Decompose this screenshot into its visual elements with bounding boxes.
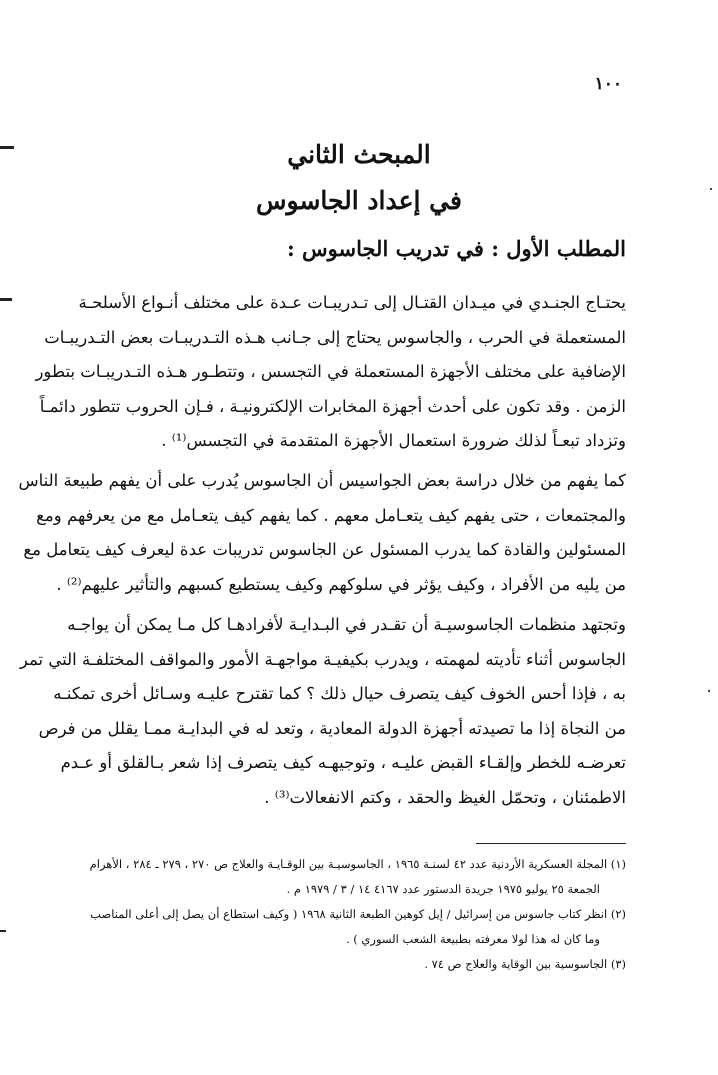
- footnote-2: (٢) انظر كتاب جاسوس من إسرائيل / إيل كوهين الطبعة الثانية ١٩٦٨ ( وكيف استطاع أن يصل إلى أعلى المناصب: [90, 907, 626, 921]
- text-line: الإضافية على مختلف الأجهزة المستعملة في التجسس ، وتتطـور هـذه التـدريبـات بتطور: [35, 362, 626, 381]
- text-line: من يليه من الأفراد ، وكيف يؤثر في سلوكهم وكيف يستطيع كسبهم والتأثير عليهم⁽²⁾ .: [56, 574, 626, 594]
- text-line: الزمن . وقد تكون على أحدث أجهزة المخابرات الإلكترونيـة ، فـإن الحروب تتطور دائمـاً: [39, 396, 626, 416]
- scan-edge-mark: [0, 146, 14, 149]
- section-heading: المطلب الأول : في تدريب الجاسوس :: [286, 236, 626, 261]
- text-line: الاطمئنان ، وتحمّل الغيظ والحقد ، وكتم الانفعالات⁽³⁾ .: [264, 787, 626, 807]
- footnote-2-continued: وما كان له هذا لولا معرفته بطبيعة الشعب السوري ) .: [345, 932, 600, 946]
- scan-speck: [710, 188, 712, 190]
- footnote-1: (١) المجلة العسكرية الأردنية عدد ٤٢ لسنـة ١٩٦٥ ، الجاسوسيـة بين الوقـايـة والعلاج ص ٢٧٠ ، ٢٧٩ ـ ٢٨٤ ، الأهرام: [89, 857, 626, 871]
- footnote-divider: [476, 843, 626, 844]
- paragraph-1: [35, 286, 626, 459]
- text-line: وتزداد تبعـاً لذلك ضرورة استعمال الأجهزة المتقدمة في التجسس⁽¹⁾ .: [161, 431, 626, 450]
- footnotes: [91, 852, 626, 977]
- text-line: المسئولين والقادة كما يدرب المسئول عن الجاسوس تدريبات عدة ليعرف كيف يتعامل مع: [23, 540, 626, 559]
- text-line: تعرضـه للخطر وإلقـاء القبض عليـه ، وتوجيهـه كيف يتصرف إذا شعر بـالقلق أو عـدم: [60, 753, 626, 772]
- paragraph-3: [19, 608, 626, 815]
- chapter-title: المبحث الثاني: [287, 140, 431, 169]
- text-line: الجاسوس أثناء تأديته لمهمته ، ويدرب بكيفيـة مواجهـة الأمور والمواقف المختلفـة التي تمر: [19, 649, 626, 669]
- text-line: يحتـاج الجنـدي في ميـدان القتـال إلى تـدريبـات عـدة على مختلف أنـواع الأسلحـة: [78, 293, 626, 312]
- paragraph-2: [18, 464, 626, 602]
- chapter-subtitle: في إعداد الجاسوس: [256, 186, 462, 215]
- footnote-1-continued: الجمعة ٢٥ يوليو ١٩٧٥ جريدة الدستور عدد ٤١٦٧ ١٤ / ٣ / ١٩٧٩ م .: [286, 882, 600, 896]
- page-number: ١٠٠: [594, 74, 622, 94]
- scan-speck: [708, 690, 710, 692]
- text-line: المستعملة في الحرب ، والجاسوس يحتاج إلى جـانب هـذه التـدريبـات بعض التـدريبـات: [44, 327, 626, 347]
- text-line: كما يفهم من خلال دراسة بعض الجواسيس أن الجاسوس يُدرب على أن يفهم طبيعة الناس: [18, 471, 626, 490]
- text-line: والمجتمعات ، حتى يفهم كيف يتعـامل معهم . كما يفهم كيف يتعـامل مع من يعرفهم ومع: [36, 505, 626, 525]
- text-line: من النجاة إذا ما تصيدته أجهزة الدولة المعادية ، وتعد له في البدايـة ممـا يقلل من فرص: [38, 718, 626, 738]
- scan-edge-mark: [0, 298, 12, 301]
- scan-edge-mark: [0, 930, 6, 932]
- text-line: به ، فإذا أحس الخوف كيف يتصرف حيال ذلك ؟ كما تقترح عليـه وسـائل أخرى تمكنـه: [53, 684, 626, 703]
- footnote-3: (٣) الجاسوسية بين الوقاية والعلاج ص ٧٤ .: [424, 957, 626, 971]
- text-line: وتجتهد منظمات الجاسوسيـة أن تقـدر في البـدايـة لأفرادهـا كل مـا يمكن أن يواجـه: [67, 615, 626, 634]
